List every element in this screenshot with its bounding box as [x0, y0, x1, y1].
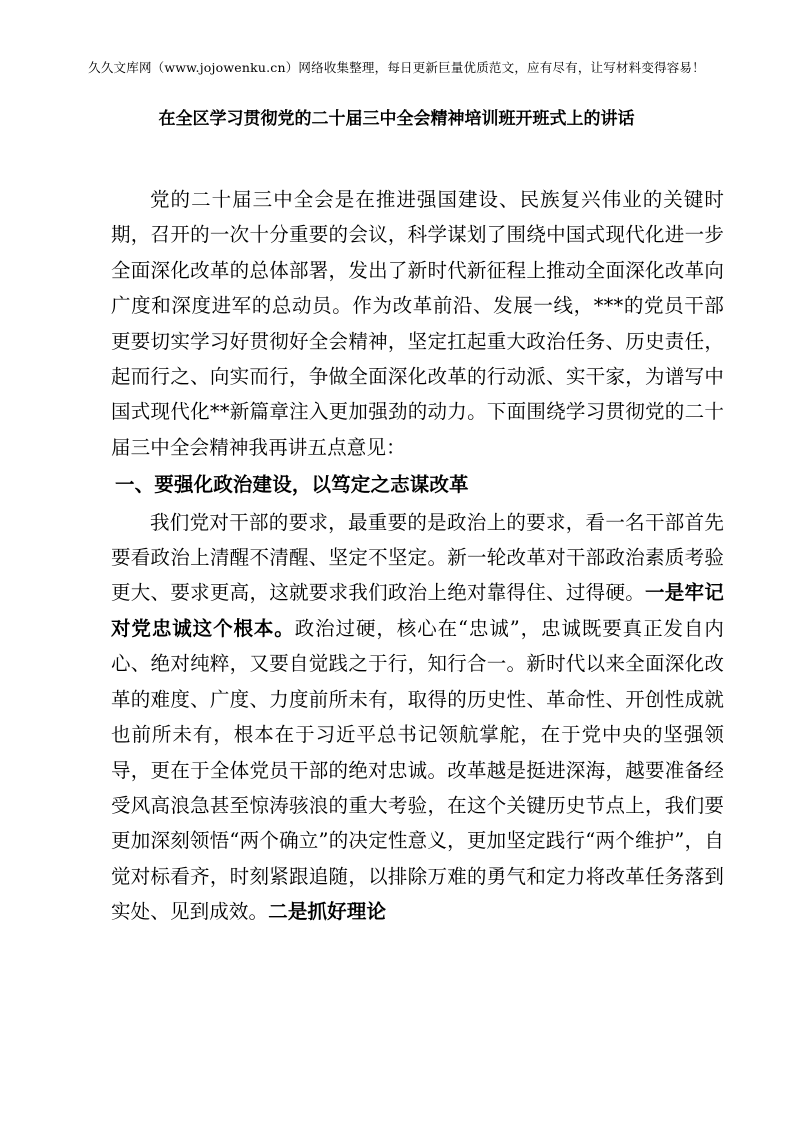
paragraph-text-part-1: 我们党对干部的要求，最重要的是政治上的要求，看一名干部首先要看政治上清醒不清醒、坚定不坚定。新一轮改革对干部政治素质考验更大、要求更高，这就要求我们政治上绝对靠得住、过得硬。	[111, 510, 724, 605]
header-note: 久久文库网（www.jojowenku.cn）网络收集整理，每日更新巨量优质范文，应有尽有，让写材料变得容易！	[88, 60, 705, 75]
document-body	[111, 182, 724, 930]
paragraph-text-part-2: 政治过硬，核心在“忠诚”，忠诚既要真正发自内心、绝对纯粹，又要自觉践之于行，知行合一。新时代以来全面深化改革的难度、广度、力度前所未有，取得的历史性、革命性、开创性成就也前所未有，根本在于习近平总书记领航掌舵，在于党中央的坚强领导，更在于全体党员干部的绝对忠诚。改革越是挺进深海，越要准备经受风高浪急甚至惊涛骇浪的重大考验，在这个关键历史节点上，我们要更加深刻领悟“两个确立”的决定性意义，更加坚定践行“两个维护”，自觉对标看齐，时刻紧跟追随，以排除万难的勇气和定力将改革任务落到实处、见到成效。	[111, 616, 724, 924]
bold-point-2: 二是抓好理论	[268, 900, 387, 924]
bold-point-1: 一是牢记对党忠诚这个根本。	[111, 581, 724, 640]
body-paragraph-section-1	[111, 505, 724, 930]
body-paragraph-intro: 党的二十届三中全会是在推进强国建设、民族复兴伟业的关键时期，召开的一次十分重要的会议，科学谋划了围绕中国式现代化进一步全面深化改革的总体部署，发出了新时代新征程上推动全面深化改革向广度和深度进军的总动员。作为改革前沿、发展一线，***的党员干部更要切实学习好贯彻好全会精神，坚定扛起重大政治任务、历史责任，起而行之、向实而行，争做全面深化改革的行动派、实干家，为谱写中国式现代化**新篇章注入更加强劲的动力。下面围绕学习贯彻党的二十届三中全会精神我再讲五点意见：	[111, 188, 724, 459]
document-title: 在全区学习贯彻党的二十届三中全会精神培训班开班式上的讲话	[158, 109, 635, 129]
section-heading-1: 一、要强化政治建设，以笃定之志谋改革	[115, 473, 469, 497]
